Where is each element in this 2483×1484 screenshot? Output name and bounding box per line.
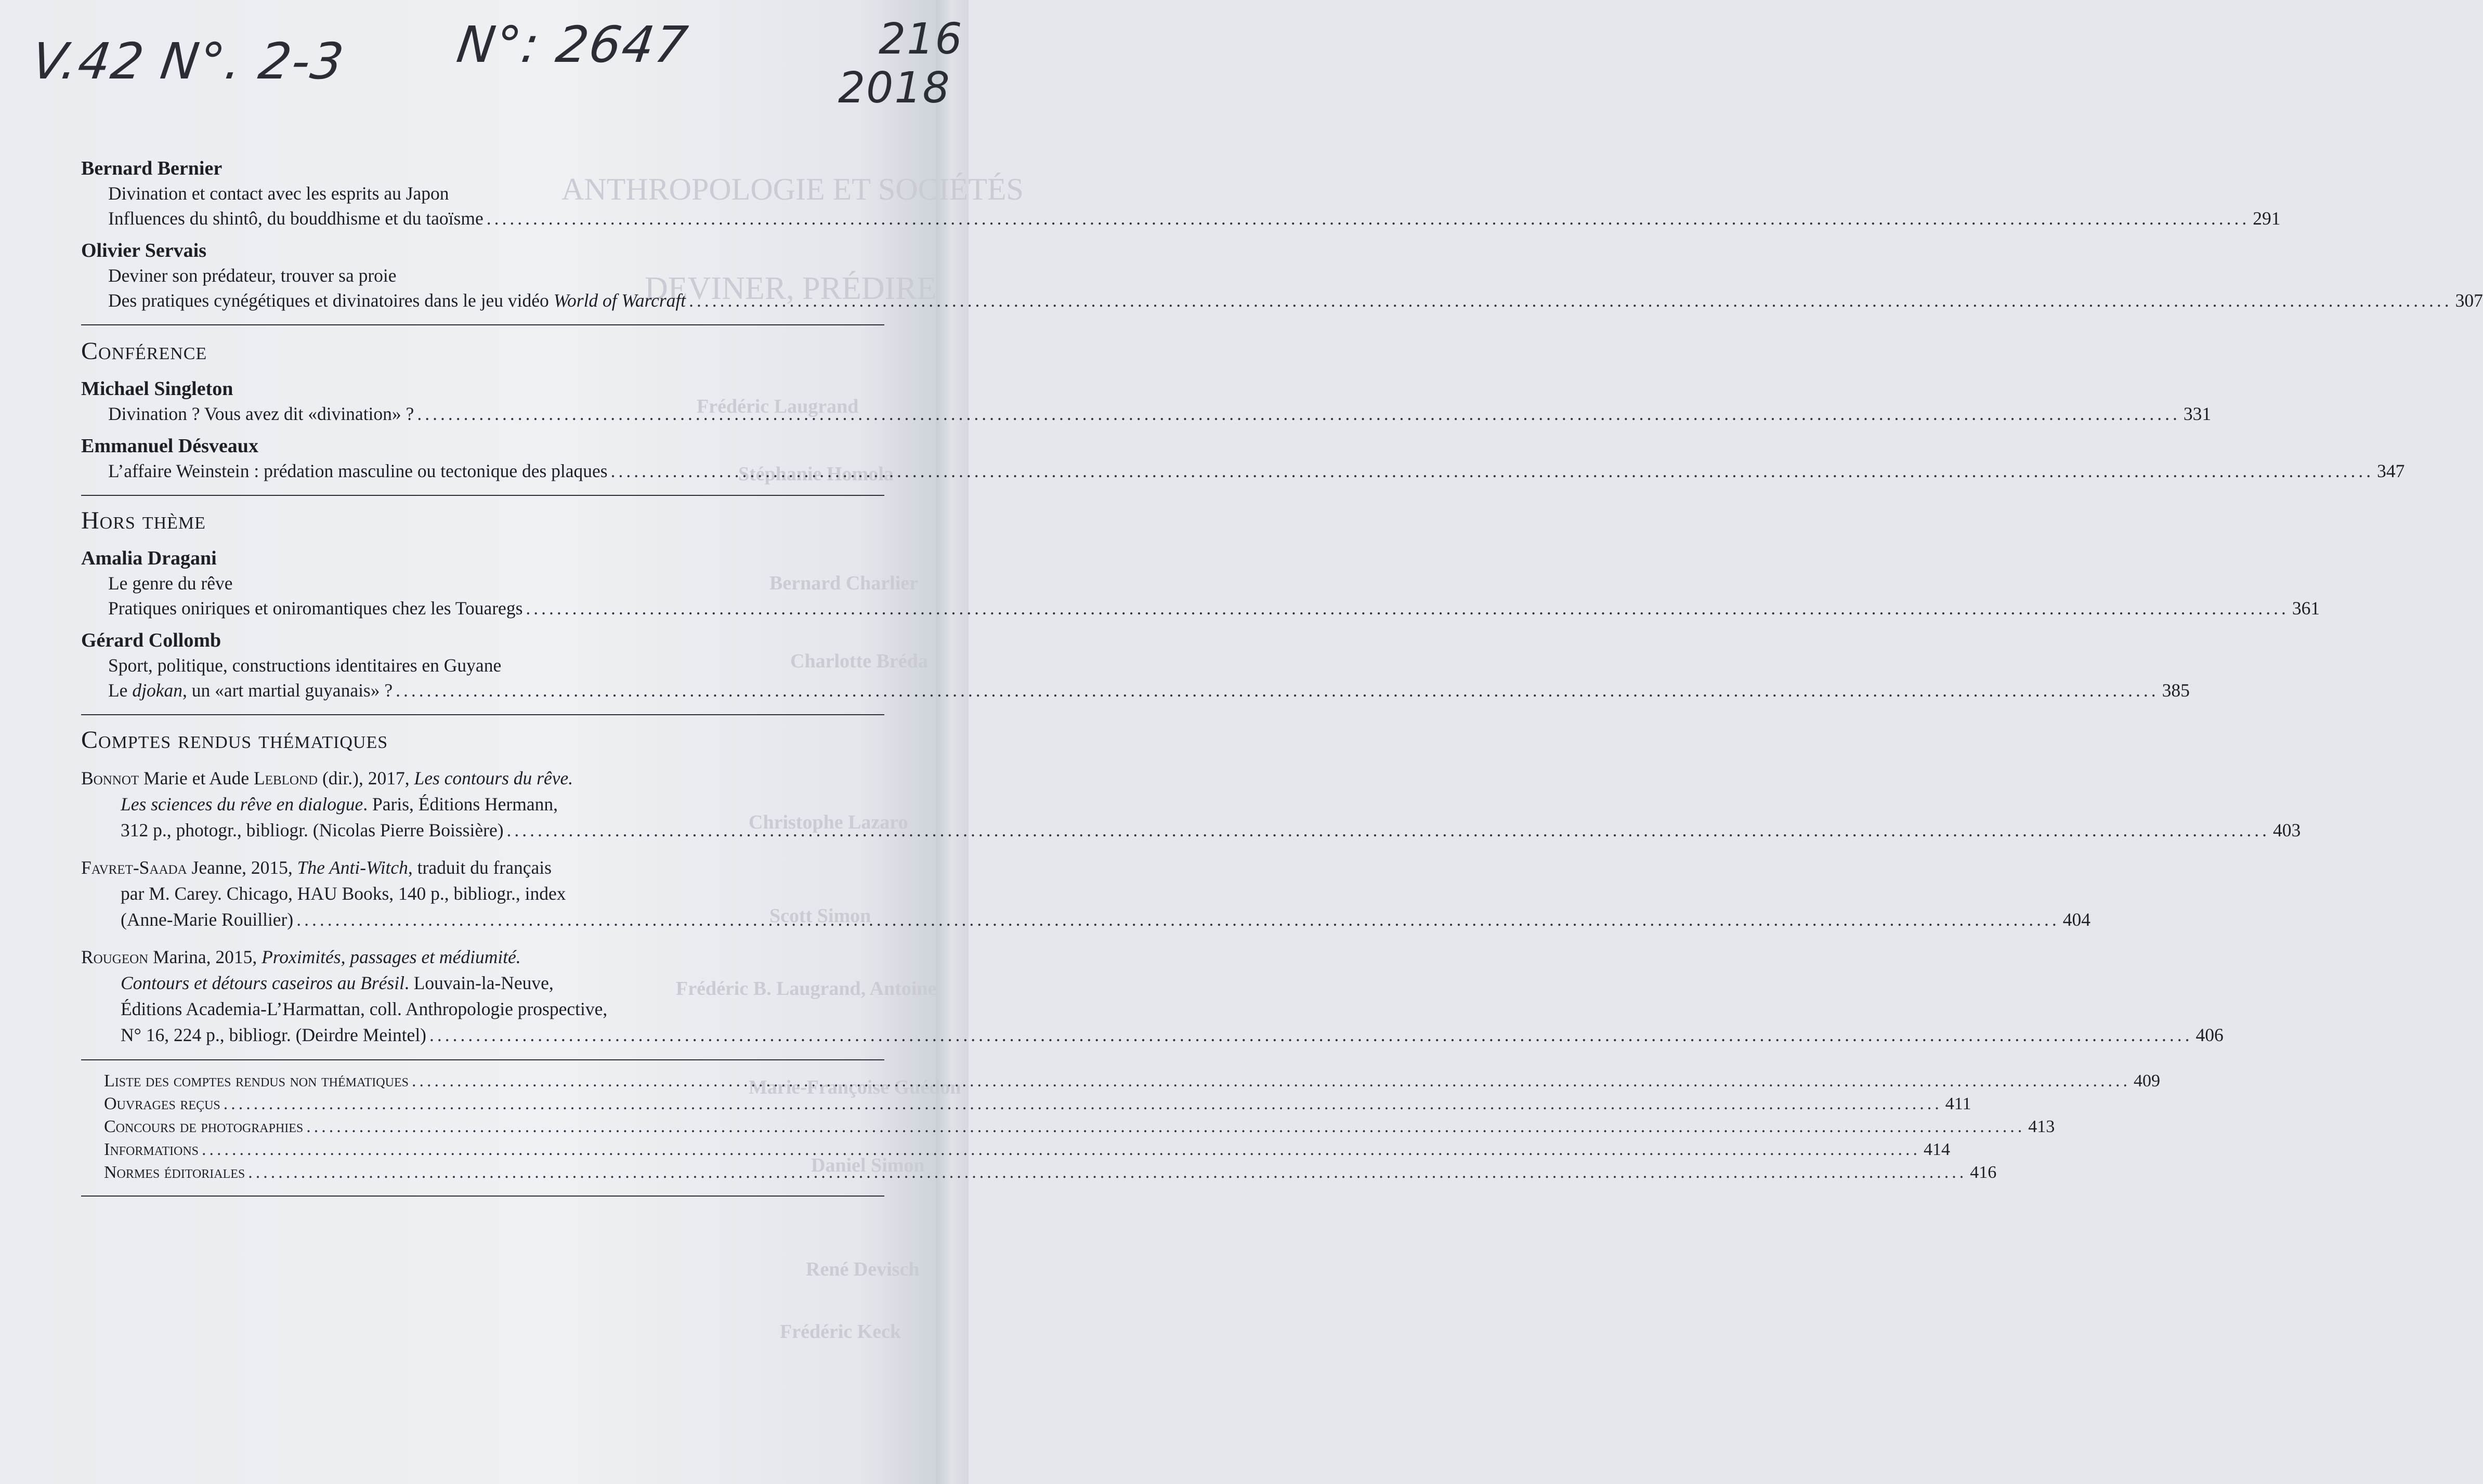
review-author: Rougeon [81,947,149,967]
leader-dots [526,596,2289,621]
review-title: Les contours du rêve. [414,768,573,789]
subtitle-text: , un «art martial guyanais» ? [182,680,393,701]
toc-entry [81,434,2405,483]
entry-author: Olivier Servais [81,240,206,261]
toc-line [81,458,2405,483]
entry-title: L’affaire Weinstein : prédation masculine ou tectonique des plaques [108,461,608,481]
entry-title: Divination ? Vous avez dit «divination» ? [108,403,414,424]
entry-author: Amalia Dragani [81,547,217,569]
toc-line [81,1093,1971,1115]
review-title: Proximités, passages et médiumité. [262,947,521,967]
toc-line [81,1022,2224,1048]
handwritten-volume-note: V.42 N°. 2-3 [28,32,348,90]
tail-listing [81,1070,2160,1184]
handwritten-year-note: 2018 [838,63,951,113]
entry-subtitle: Pratiques oniriques et oniromantiques chez les Touaregs [108,598,523,619]
page-number: 307 [2455,290,2483,311]
leader-dots [296,907,2060,933]
toc-entry [81,376,2212,426]
review-text: (Anne-Marie Rouillier) [121,909,294,930]
review-line [81,944,884,970]
review-title: The Anti-Witch [297,857,408,878]
page-number: 409 [2133,1071,2160,1091]
entry-subtitle [108,288,686,313]
section-heading-hors-theme: Hors thème [81,507,206,534]
toc-line [81,288,2483,313]
toc-line [81,1161,1997,1184]
section-divider [81,324,884,325]
section-divider [81,714,884,715]
tail-label: Ouvrages reçus [104,1094,220,1113]
review-entry [81,855,2090,933]
tail-label: Informations [104,1140,199,1159]
leader-dots [248,1161,1967,1184]
entry-title: Divination et contact avec les esprits au Japon [108,183,449,204]
review-entry [81,765,2301,843]
section-divider [81,1059,884,1060]
page-number: 406 [2196,1025,2224,1045]
toc-entry [81,628,2190,703]
toc-line [81,1138,1951,1161]
leader-dots [429,1022,2193,1048]
toc-line [81,817,2301,843]
leader-dots [224,1093,1942,1115]
section-divider [81,495,884,496]
leader-dots [507,817,2270,843]
entry-author: Bernard Bernier [81,157,223,179]
toc-line [81,401,2212,426]
review-title: Contours et détours caseiros au Brésil [121,973,404,993]
review-author: Bonnot [81,768,139,789]
review-text: . Louvain-la-Neuve, [404,973,554,993]
review-line: Éditions Academia-L’Harmattan, coll. Anthropologie prospective, [121,999,608,1019]
page-number: 413 [2028,1117,2055,1136]
entry-title: Le genre du rêve [108,573,233,594]
leader-dots [396,678,2159,703]
page-number: 414 [1924,1140,1951,1159]
page-number: 385 [2162,680,2190,701]
page-number: 347 [2377,461,2405,481]
subtitle-text: Le [108,680,133,701]
review-line [81,855,884,881]
leader-dots [417,401,2180,426]
tail-label: Concours de photographies [104,1117,304,1136]
section-heading-comptes-rendus: Comptes rendus thématiques [81,726,388,754]
tail-label: Liste des comptes rendus non thématiques [104,1071,409,1091]
tail-label: Normes éditoriales [104,1163,245,1182]
leader-dots [202,1138,1920,1161]
subtitle-italic: djokan [132,680,182,701]
toc-line [81,907,2090,933]
leader-dots [412,1070,2131,1093]
handwritten-page-note: 216 [879,15,963,64]
entry-title: Deviner son prédateur, trouver sa proie [108,265,397,286]
entry-author: Emmanuel Désveaux [81,435,258,457]
page-number: 291 [2253,208,2281,229]
review-text: Jeanne, 2015, [187,857,297,878]
review-text: 312 p., photogr., bibliogr. (Nicolas Pierre Boissière) [121,820,504,841]
toc-entry [81,546,2320,621]
page-number: 411 [1945,1094,1971,1113]
entry-title: Sport, politique, constructions identitaires en Guyane [108,655,502,676]
leader-dots [611,458,2374,483]
toc-entry [81,238,2483,313]
entry-subtitle [108,678,393,703]
toc-entry [81,156,2281,231]
page-number: 403 [2273,820,2301,841]
review-author: Leblond [254,768,318,789]
entry-author: Gérard Collomb [81,629,221,651]
leader-dots [689,288,2452,313]
toc-line [81,1070,2160,1093]
review-text: (dir.), 2017, [318,768,414,789]
section-heading-conference: Conférence [81,337,207,365]
table-of-contents [81,156,2483,1206]
toc-line [81,596,2320,621]
toc-line [81,1115,2055,1138]
review-text: Marina, 2015, [148,947,262,967]
leader-dots [487,206,2250,231]
review-line [81,970,884,996]
entry-author: Michael Singleton [81,378,233,400]
review-line: par M. Carey. Chicago, HAU Books, 140 p., bibliogr., index [121,883,566,904]
page-number: 416 [1970,1163,1997,1182]
review-text: . Paris, Éditions Hermann, [363,794,558,815]
review-text: , traduit du français [408,857,552,878]
review-line [81,765,884,791]
review-text: Marie et Aude [139,768,254,789]
page-number: 404 [2062,909,2090,930]
toc-line [81,678,2190,703]
page-number: 361 [2292,598,2320,619]
page-number: 331 [2183,403,2212,424]
subtitle-italic: World of Warcraft [553,290,686,311]
entry-subtitle: Influences du shintô, du bouddhisme et du taoïsme [108,208,483,229]
review-line [81,791,884,817]
subtitle-text: Des pratiques cynégétiques et divinatoires dans le jeu vidéo [108,290,554,311]
review-title: Les sciences du rêve en dialogue [121,794,363,815]
section-divider [81,1196,884,1197]
handwritten-number-note: N°: 2647 [453,16,692,74]
review-text: N° 16, 224 p., bibliogr. (Deirdre Meintel) [121,1025,427,1045]
review-entry [81,944,2224,1048]
leader-dots [306,1115,2025,1138]
toc-line [81,206,2281,231]
review-author: Favret-Saada [81,857,187,878]
